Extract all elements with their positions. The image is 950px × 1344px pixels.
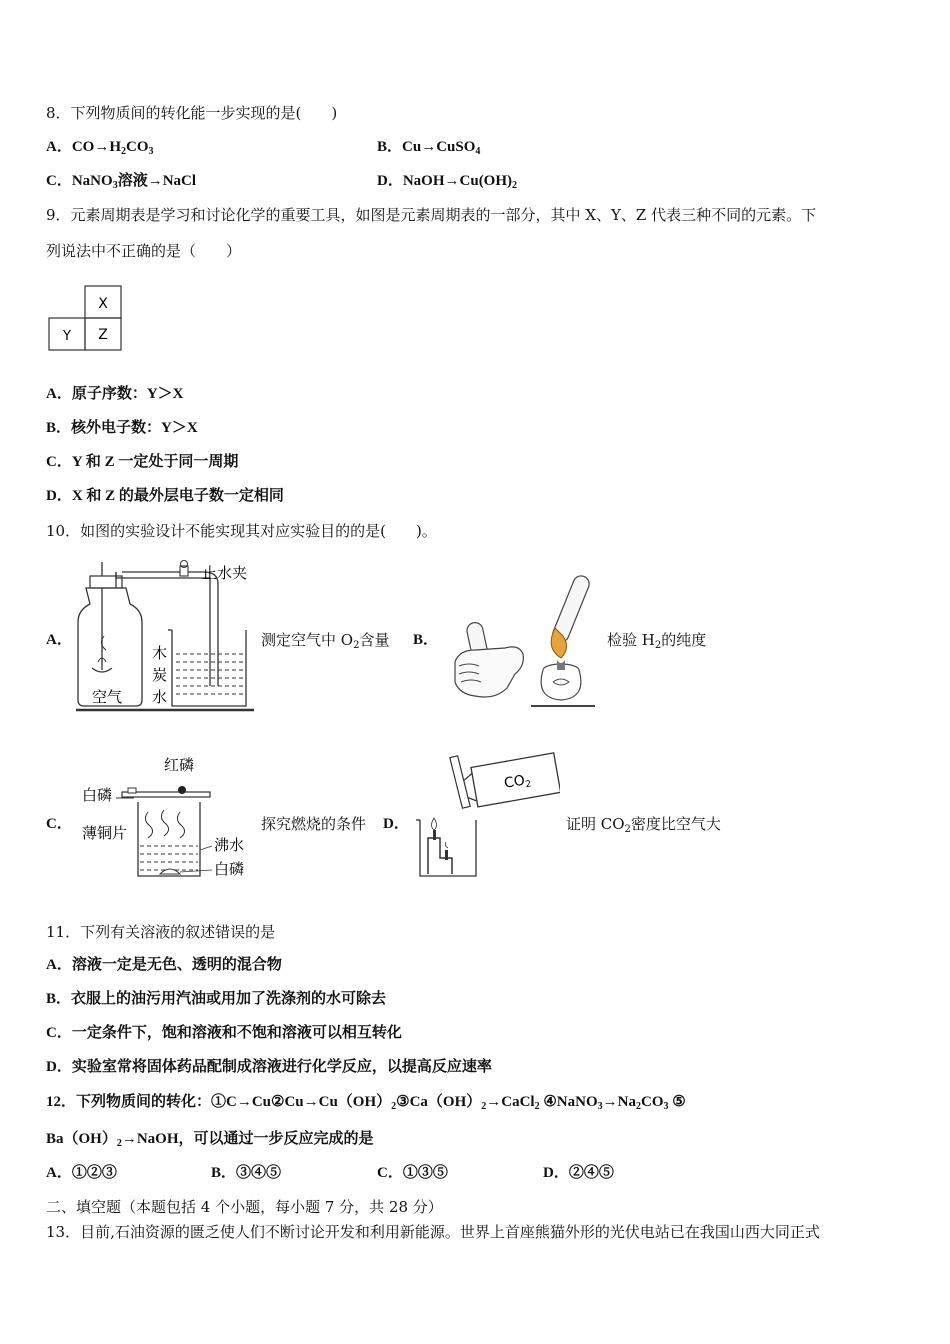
air-label: 空气 xyxy=(92,688,123,706)
q9-stem-line2: 列说法中不正确的是（ ） xyxy=(46,242,242,260)
boiling-water-label: 沸水 xyxy=(214,836,245,854)
q11-option-b: B．衣服上的油污用汽油或用加了洗涤剂的水可除去 xyxy=(46,991,387,1007)
q8-option-d: D．$NaOH\to Cu(OH)_2$ xyxy=(377,173,518,191)
q13-stem: 13．目前,石油资源的匮乏使人们不断讨论开发和利用新能源。世界上首座熊猫外形的光伏电站已在我国山西大同正式 xyxy=(46,1223,820,1241)
q10-a-label: A． xyxy=(46,632,72,648)
q10-b-label: B． xyxy=(413,632,439,648)
charcoal-label-1: 木 xyxy=(152,644,168,662)
q10-d-caption: 证明 $CO_2$密度比空气大 xyxy=(566,815,721,835)
q12-stem-line1: 12．下列物质间的转化：$①C\to Cu②Cu\to Cu(OH)_2③Ca(OH)_2\to CaCl_2$ $④NaNO_3\to Na_2CO_3$ ⑤ xyxy=(46,1094,686,1112)
water-label: 水 xyxy=(152,688,168,706)
charcoal-label-2: 炭 xyxy=(152,666,168,684)
white-phosphorus-top-label: 白磷 xyxy=(82,786,113,804)
apparatus-b-hydrogen-test xyxy=(445,570,605,712)
q12-option-d: D．②④⑤ xyxy=(543,1165,614,1181)
q10-d-label: D． xyxy=(383,816,409,832)
q9-option-a: A．原子序数：Y＞X xyxy=(46,386,184,402)
element-y: Y xyxy=(63,329,71,344)
q11-option-a: A．溶液一定是无色、透明的混合物 xyxy=(46,957,282,973)
q10-c-caption: 探究燃烧的条件 xyxy=(261,815,367,833)
periodic-table-fragment xyxy=(48,284,124,352)
apparatus-a-air-oxygen xyxy=(72,558,258,714)
section-2-heading: 二、填空题（本题包括 4 个小题，每小题 7 分，共 28 分） xyxy=(46,1198,443,1216)
q12-option-b: B．③④⑤ xyxy=(211,1165,282,1181)
clamp-label: 止水夹 xyxy=(202,564,248,582)
q12-option-a: A．①②③ xyxy=(46,1165,117,1181)
apparatus-c-combustion xyxy=(76,750,256,884)
q11-option-d: D．实验室常将固体药品配制成溶液进行化学反应，以提高反应速率 xyxy=(46,1059,492,1075)
q11-stem: 11．下列有关溶液的叙述错误的是 xyxy=(46,923,276,941)
q9-option-d: D．X 和 Z 的最外层电子数一定相同 xyxy=(46,488,284,504)
q8-option-b: B．Cu→CuSO$_4$ xyxy=(377,139,481,157)
q11-option-c: C．一定条件下，饱和溶液和不饱和溶液可以相互转化 xyxy=(46,1025,402,1041)
q10-a-caption: 测定空气中 $O_2$含量 xyxy=(261,631,390,651)
q9-option-b: B．核外电子数：Y＞X xyxy=(46,420,198,436)
co2-gas-label: $CO_2$ xyxy=(502,772,533,792)
q10-stem: 10．如图的实验设计不能实现其对应实验目的的是( )。 xyxy=(46,522,437,540)
q8-stem: 8．下列物质间的转化能一步实现的是( ) xyxy=(46,104,338,122)
q10-c-label: C． xyxy=(46,816,72,832)
q10-b-caption: 检验 $H_2$的纯度 xyxy=(607,631,707,651)
apparatus-d-co2-density xyxy=(414,752,560,880)
copper-sheet-label: 薄铜片 xyxy=(82,824,128,842)
q12-option-c: C．①③⑤ xyxy=(377,1165,448,1181)
q9-option-c: C．Y 和 Z 一定处于同一周期 xyxy=(46,454,239,470)
red-phosphorus-label: 红磷 xyxy=(164,756,195,774)
q9-stem-line1: 9．元素周期表是学习和讨论化学的重要工具，如图是元素周期表的一部分，其中 X、Y、Z 代表三种不同的元素。下 xyxy=(46,206,817,224)
q8-option-a: A．$CO\to H_2CO_3$ xyxy=(46,139,154,157)
element-z: Z xyxy=(98,327,108,343)
white-phosphorus-bottom-label: 白磷 xyxy=(214,860,245,878)
q12-stem-line2: $Ba(OH)_2\to NaOH$，可以通过一步反应完成的是 xyxy=(46,1131,374,1149)
element-x: X xyxy=(98,296,108,312)
q8-option-c: C．NaNO$_3$溶液→NaCl xyxy=(46,173,197,191)
